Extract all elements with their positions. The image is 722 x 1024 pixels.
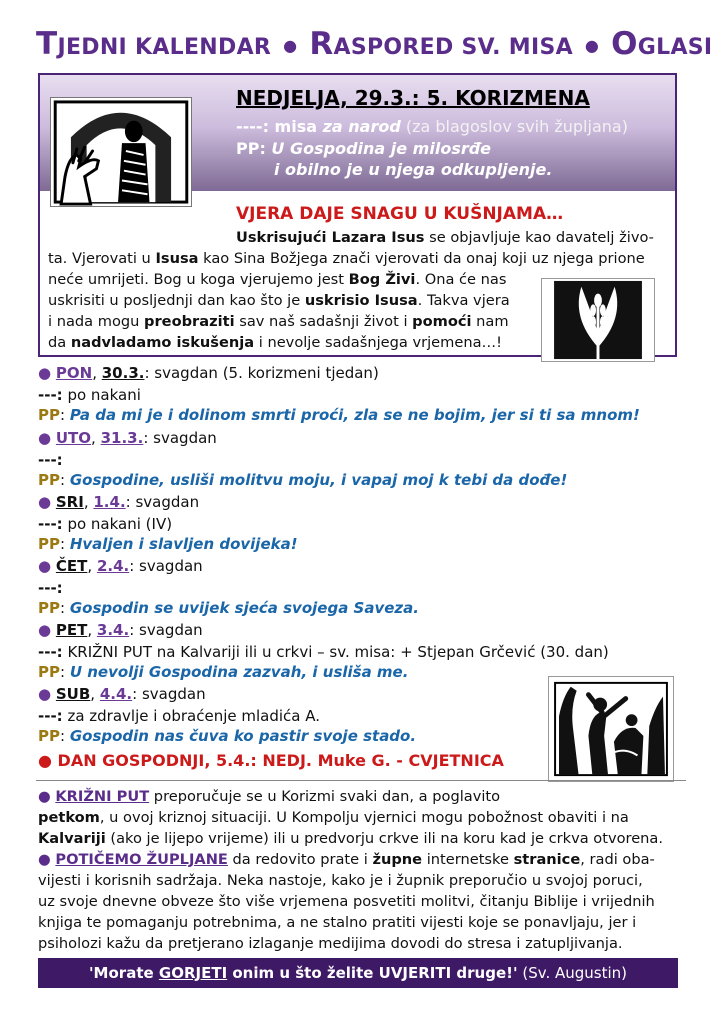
mass-label: ---:: [38, 451, 63, 469]
a1-bold-2: petkom: [38, 809, 100, 826]
rl5-d: pomoći: [412, 313, 472, 330]
day-line-pon: [38, 364, 379, 382]
quote-part-1: 'Morate: [88, 964, 159, 982]
day-desc: svagdan: [137, 685, 206, 703]
announcement-2-line-3: uz svoje dnevne obveze što više vrjemena posvetiti molitvi, čitanju Biblije i vrijednih: [38, 893, 655, 910]
rl4-a: uskrisiti u posljednji dan kao što je: [48, 292, 305, 309]
psalm-text: Hvaljen i slavljen dovijeka!: [69, 535, 298, 553]
colon: :: [129, 557, 135, 575]
title-part-3: GLASI: [637, 35, 713, 60]
mass-text: za zdravlje i obraćenje mladića A.: [62, 707, 321, 725]
wheat-image: [542, 279, 654, 361]
rl3-b: Bog Živi: [348, 271, 416, 288]
colon: :: [144, 364, 150, 382]
reflection-line-4: [48, 290, 510, 311]
mass-line-pon: [38, 386, 141, 404]
section-divider: [36, 780, 686, 781]
mass-line-sub: [38, 707, 320, 725]
day-date: 4.4.: [99, 685, 133, 703]
mass-text: po nakani: [62, 386, 141, 404]
quote-part-2: onim u što želite: [227, 964, 379, 982]
day-line-cet: [38, 557, 203, 575]
rl6-c: i nevolje sadašnjega vrjemena…!: [254, 334, 502, 351]
day-date: 1.4.: [93, 493, 126, 511]
comma: ,: [87, 621, 93, 639]
colon: :: [143, 429, 149, 447]
palm-sunday-image: [549, 677, 673, 781]
rl5-c: sav naš sadašnji život i: [234, 313, 413, 330]
mass-label: ---:: [38, 579, 63, 597]
day-name: PON: [55, 364, 93, 382]
pp-label: PP:: [236, 139, 272, 158]
psalm-text: Gospodine, usliši molitvu moju, i vapaj moj k tebi da dođe!: [69, 471, 568, 489]
mass-line-cet: [38, 579, 63, 597]
day-name: ČET: [55, 557, 88, 575]
rl4-b: uskrisio Isusa: [304, 292, 418, 309]
rl1-bold: Uskrisujući Lazara Isus: [236, 229, 425, 246]
bullet: ●: [38, 557, 52, 575]
rl3-c: . Ona će nas: [415, 271, 507, 288]
psalm-line-cet: [38, 599, 419, 617]
a2-text-c: internetske: [422, 851, 514, 868]
day-date: 3.4.: [96, 621, 130, 639]
pp-colon: :: [60, 599, 66, 617]
day-name: PET: [55, 621, 88, 639]
mass-line-pet: [38, 643, 609, 661]
rl3-a: neće umrijeti. Bog u koga vjerujemo jest: [48, 271, 349, 288]
day-desc: svagdan: [134, 557, 203, 575]
announcement-1-line-2: [38, 808, 629, 829]
quote-banner: [38, 958, 678, 988]
comma: ,: [87, 557, 93, 575]
bullet: ●: [38, 364, 52, 382]
quote-source: (Sv. Augustin): [517, 964, 628, 982]
title-separator: ●: [283, 36, 298, 55]
reflection-line-5: [48, 311, 509, 332]
title-separator: ●: [584, 36, 600, 55]
day-name: SRI: [55, 493, 84, 511]
title-cap-2: R: [309, 26, 334, 62]
mass-label: ---:: [38, 643, 63, 661]
mass-intention: za narod: [322, 117, 401, 136]
a2-text-a: da redovito prate i: [227, 851, 373, 868]
day-desc: svagdan: [130, 493, 200, 511]
wheat-illustration: [541, 278, 655, 362]
announcement-1-line-3: [38, 829, 663, 850]
rl5-a: i nada mogu: [48, 313, 145, 330]
reflection-line-1: [236, 227, 654, 248]
rl2-b: Isusa: [155, 250, 199, 267]
announcement-2-line-4: knjiga te pomaganju potrebnima, a ne stalno pratiti vijesti koje se ponavljaju, jer i: [38, 914, 637, 931]
bullet: ●: [38, 851, 51, 868]
psalm-line-sub: [38, 727, 416, 745]
quote-emph-1: GORJETI: [158, 964, 228, 982]
announcement-2-heading: POTIČEMO ŽUPLJANE: [55, 851, 228, 868]
pp-label: PP: [38, 471, 60, 489]
bullet: ●: [38, 685, 52, 703]
psalm-text: Pa da mi je i dolinom smrti proći, zla se ne bojim, jer si ti sa mnom!: [69, 406, 640, 424]
day-line-sri: [38, 493, 199, 511]
mass-line-sri: [38, 515, 172, 533]
pp-colon: :: [60, 406, 66, 424]
sunday-heading: NEDJELJA, 29.3.: 5. KORIZMENA: [236, 86, 590, 110]
pp-label: PP: [38, 663, 60, 681]
mass-label: ---:: [38, 386, 63, 404]
page-title: [36, 26, 713, 62]
a2-bold-d: stranice: [513, 851, 581, 868]
mass-line-uto: [38, 451, 63, 469]
palm-sunday-illustration: [548, 676, 674, 782]
day-line-pet: [38, 621, 203, 639]
rl2-c: kao Sina Božjega znači vjerovati da onaj koji uz njega prione: [198, 250, 645, 267]
bullet: ●: [38, 788, 51, 805]
announcement-1-line-1: [38, 787, 500, 808]
pp-label: PP: [38, 406, 60, 424]
a1-text-3: (ako je lijepo vrijeme) ili u predvorju crkve ili na koru kad je crkva otvorena.: [105, 830, 664, 847]
reflection-line-3: [48, 269, 506, 290]
feast-line: ● DAN GOSPODNJI, 5.4.: NEDJ. Muke G. - CVJETNICA: [38, 751, 504, 770]
day-desc: svagdan: [148, 429, 217, 447]
title-cap-3: O: [611, 26, 638, 62]
psalm-line-1: U Gospodina je milosrđe: [271, 139, 492, 158]
mass-text: KRIŽNI PUT na Kalvariji ili u crkvi – sv. misa: + Stjepan Grčević (30. dan): [62, 643, 609, 661]
a1-bold-3: Kalvariji: [38, 830, 106, 847]
mass-label: ---:: [38, 707, 63, 725]
announcement-2-line-5: psiholozi kažu da pretjerano izlaganje medijima dovodi do stresa i zatupljivanja.: [38, 935, 623, 952]
psalm-text: Gospodin se uvijek sjeća svojega Saveza.: [69, 599, 419, 617]
pp-colon: :: [60, 471, 66, 489]
comma: ,: [90, 685, 96, 703]
pp-label: PP: [38, 535, 60, 553]
sunday-psalm: [236, 139, 491, 158]
a1-text-1: preporučuje se u Korizmi svaki dan, a poglavito: [149, 788, 501, 805]
day-desc: svagdan (5. korizmeni tjedan): [149, 364, 379, 382]
comma: ,: [83, 493, 89, 511]
psalm-line-pon: [38, 406, 640, 424]
reflection-heading: VJERA DAJE SNAGU U KUŠNJAMA…: [236, 204, 564, 224]
pp-label: PP: [38, 599, 60, 617]
psalm-line-sri: [38, 535, 298, 553]
rl5-b: preobraziti: [144, 313, 235, 330]
psalm-text: Gospodin nas čuva ko pastir svoje stado.: [69, 727, 417, 745]
announcement-2-line-2: vijesti i korisnih sadržaja. Neka nastoje, kako je i župnik preporučio u svojoj poruci,: [38, 872, 643, 889]
day-line-sub: [38, 685, 206, 703]
comma: ,: [91, 429, 96, 447]
lazarus-illustration: [50, 97, 192, 207]
mass-label: ---:: [38, 515, 63, 533]
day-date: 2.4.: [96, 557, 130, 575]
title-part-1: JEDNI KALENDAR: [57, 35, 272, 60]
rl5-e: nam: [471, 313, 509, 330]
comma: ,: [92, 364, 97, 382]
day-date: 31.3.: [100, 429, 144, 447]
quote-emph-2: UVJERITI: [378, 964, 452, 982]
rl6-b: nadvladamo iskušenja: [70, 334, 255, 351]
pp-label: PP: [38, 727, 60, 745]
bullet: ●: [38, 493, 52, 511]
day-date: 30.3.: [101, 364, 145, 382]
pp-colon: :: [60, 727, 66, 745]
day-name: SUB: [55, 685, 91, 703]
psalm-line-2: i obilno je u njega odkupljenje.: [274, 160, 553, 179]
psalm-line-pet: [38, 663, 408, 681]
colon: :: [129, 621, 135, 639]
day-name: UTO: [55, 429, 92, 447]
mass-prefix: ----: misa: [236, 117, 323, 136]
rl2-a: ta. Vjerovati u: [48, 250, 156, 267]
lazarus-image: [51, 98, 191, 206]
title-part-2: ASPORED SV. MISA: [333, 35, 573, 60]
reflection-line-2: [48, 248, 645, 269]
rl6-a: da: [48, 334, 71, 351]
rl1-text: se objavljuje kao davatelj živo-: [424, 229, 654, 246]
a2-bold-b: župne: [372, 851, 423, 868]
psalm-text: U nevolji Gospodina zazvah, i usliša me.: [69, 663, 409, 681]
title-cap-1: T: [36, 26, 58, 62]
sunday-mass: [236, 117, 628, 136]
bullet: ●: [38, 429, 52, 447]
mass-text: po nakani (IV): [62, 515, 173, 533]
pp-colon: :: [60, 663, 66, 681]
bullet: ●: [38, 621, 52, 639]
mass-note: (za blagoslov svih župljana): [400, 117, 628, 136]
a2-text-e: , radi oba-: [580, 851, 655, 868]
psalm-line-uto: [38, 471, 567, 489]
a1-text-2: , u ovoj kriznoj situaciji. U Kompolju vjernici mogu pobožnost obaviti i na: [99, 809, 629, 826]
announcement-2-line-1: [38, 850, 655, 871]
colon: :: [132, 685, 138, 703]
colon: :: [125, 493, 131, 511]
day-line-uto: [38, 429, 217, 447]
reflection-line-6: [48, 332, 502, 353]
announcement-1-heading: KRIŽNI PUT: [55, 788, 150, 805]
quote-part-3: druge!': [451, 964, 518, 982]
day-desc: svagdan: [134, 621, 203, 639]
pp-colon: :: [60, 535, 66, 553]
rl4-c: . Takva vjera: [417, 292, 510, 309]
